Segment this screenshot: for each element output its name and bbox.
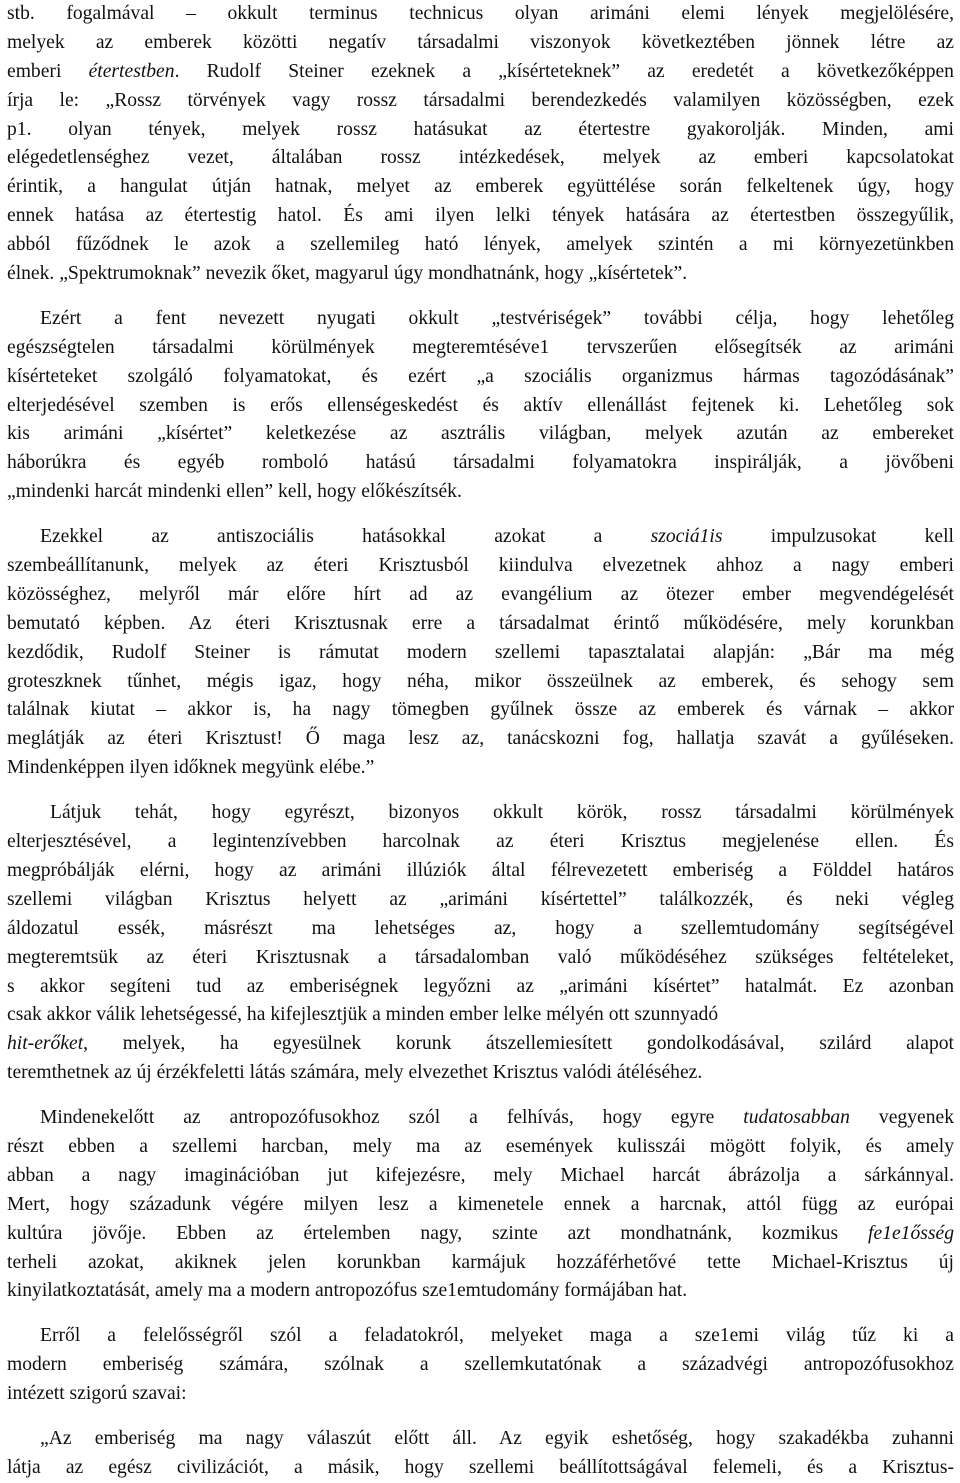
text-line: szellemi világban Krisztus helyett az „arimáni kísértettel” találkozzék, és neki végleg bbox=[7, 888, 954, 910]
text-line: Ezért a fent nevezett nyugati okkult „testvériségek” további célja, hogy lehetőleg bbox=[40, 307, 954, 329]
paragraph-gap bbox=[7, 1306, 954, 1322]
text-line: csak akkor válik lehetségessé, ha kifejlesztjük a minden ember lelke mélyén ott szunnyadó bbox=[7, 1004, 719, 1026]
text-line: p1. olyan tények, melyek rossz hatásukat az étertestre gyakorolják. Minden, ami bbox=[7, 118, 954, 140]
text-line bbox=[7, 1104, 954, 1133]
text-line: részt ebben a szellemi harcban, mely ma az események kulisszái mögött folyik, és amely bbox=[7, 1135, 954, 1157]
text-line: Mert, hogy századunk végére milyen lesz a kimenetele ennek a harcnak, attól függ az európai bbox=[7, 1193, 954, 1215]
text-line bbox=[7, 58, 954, 87]
text-line: kis arimáni „kísértet” keletkezése az asztrális világban, melyek azután az embereket bbox=[7, 423, 954, 445]
italic-text: tudatosabban bbox=[743, 1107, 850, 1129]
text-line: „Az emberiség ma nagy válaszút előtt áll. Az egyik eshetőség, hogy szakadékba zuhanni bbox=[40, 1427, 954, 1449]
text-line: ennek hatása az étertestig hatol. És ami ilyen lelki tények hatására az étertestben összegyűlik, bbox=[7, 205, 954, 227]
paragraph-gap bbox=[7, 507, 954, 523]
italic-text: hit-erőket bbox=[7, 1033, 84, 1055]
paragraph-2 bbox=[7, 305, 954, 507]
text-line: terheli azokat, akiknek jelen korunkban karmájuk hozzáférhetővé tette Michael-Krisztus új bbox=[7, 1251, 954, 1273]
text-line bbox=[7, 1030, 954, 1059]
text-line: elterjedésével szemben is erős ellenségeskedést és aktív ellenállást fejtenek ki. Lehetőleg sok bbox=[7, 394, 954, 416]
text-line: bemutató képben. Az éteri Krisztusnak erre a társadalmat érintő működésére, mely korunkban bbox=[7, 612, 954, 634]
text-line: kísérteteket szolgáló folyamatokat, és ezért „a szociális organizmus hármas tagozódásának” bbox=[7, 365, 954, 387]
text-line: kezdődik, Rudolf Steiner is rámutat modern szellemi tapasztalatai alapján: „Bár ma még bbox=[7, 641, 954, 663]
text-line: intézett szigorú szavai: bbox=[7, 1383, 187, 1405]
text-line: háborúkra és egyéb romboló hatású társadalmi folyamatokra inspirálják, a jövőbeni bbox=[7, 452, 954, 474]
text-line: látja az egész civilizációt, a másik, hogy szellemi beállítottságával felemeli, és a Krisztus- bbox=[7, 1456, 954, 1478]
paragraph-gap bbox=[7, 1409, 954, 1425]
text-line: írja le: „Rossz törvények vagy rossz társadalmi berendezkedés valamilyen közösségben, ezek bbox=[7, 89, 954, 111]
text-segment: emberi bbox=[7, 60, 89, 82]
text-line: áldozatul essék, másrészt ma lehetséges az, hogy a szellemtudomány segítségével bbox=[7, 917, 954, 939]
text-line: abból fűződnek le azok a szellemileg ható lények, amelyek szintén a mi környezetünkben bbox=[7, 234, 954, 256]
text-line: Erről a felelősségről szól a feladatokról, melyeket maga a sze1emi világ tűz ki a bbox=[40, 1325, 954, 1347]
text-line: s akkor segíteni tud az emberiségnek legyőzni az „arimáni kísértet” hatalmát. Ez azonban bbox=[7, 975, 954, 997]
text-line: teremthetnek az új érzékfeletti látás számára, mely elvezethet Krisztus valódi átéléséhez. bbox=[7, 1062, 703, 1084]
text-line: elterjesztésével, a legintenzívebben harcolnak az éteri Krisztus megjelenése ellen. És bbox=[7, 831, 954, 853]
text-segment: kultúra jövője. Ebben az értelemben nagy, szinte azt mondhatnánk, kozmikus bbox=[7, 1222, 869, 1244]
text-line: meglátják az éteri Krisztust! Ő maga lesz az, tanácskozni fog, hallatja szavát a gyűléseken. bbox=[7, 728, 954, 750]
paragraph-7 bbox=[7, 1425, 954, 1483]
paragraph-6 bbox=[7, 1322, 954, 1409]
paragraph-3 bbox=[7, 523, 954, 783]
text-line: közösséghez, melyről már előre hírt ad az evangélium az ötezer ember megvendégelését bbox=[7, 583, 954, 605]
paragraph-gap bbox=[7, 1088, 954, 1104]
text-line: megpróbálják elérni, hogy az arimáni illúziók által félrevezetett emberiség a Földdel határos bbox=[7, 859, 954, 881]
italic-text: étertestben bbox=[88, 60, 175, 82]
paragraph-gap bbox=[7, 289, 954, 305]
text-line: abban a nagy imaginációban jut kifejezésre, mely Michael harcát ábrázolja a sárkánnyal. bbox=[7, 1164, 954, 1186]
text-line: érintik, a hangulat útján hatnak, melyet az emberek együttélése során felkeltenek úgy, hogy bbox=[7, 176, 954, 198]
italic-text: fe1e1ősség bbox=[868, 1222, 954, 1244]
text-line: melyek az emberek közötti negatív társadalmi viszonyok következtében jönnek létre az bbox=[7, 31, 954, 53]
paragraph-4 bbox=[7, 799, 954, 1088]
text-line: szembeállítanunk, melyek az éteri Krisztusból kiindulva elvezetnek ahhoz a nagy emberi bbox=[7, 555, 954, 577]
text-line: találnak kiutat – akkor is, ha nagy tömegben gyűlnek össze az emberek és várnak – akkor bbox=[7, 699, 954, 721]
text-segment: impulzusokat kell bbox=[722, 526, 954, 548]
text-line: kinyilatkoztatását, amely ma a modern antropozófus sze1emtudomány formájában hat. bbox=[7, 1280, 688, 1302]
document-page bbox=[7, 0, 954, 1483]
text-segment: vegyenek bbox=[849, 1107, 954, 1129]
text-line: „mindenki harcát mindenki ellen” kell, hogy előkészítsék. bbox=[7, 481, 462, 503]
italic-text: szociá1is bbox=[650, 526, 723, 548]
paragraph-gap bbox=[7, 783, 954, 799]
text-line: groteszknek tűnhet, mégis igaz, hogy néha, mikor összeülnek az emberek, és sehogy sem bbox=[7, 670, 954, 692]
text-line: Mindenképpen ilyen időknek megyünk elébe.” bbox=[7, 757, 375, 779]
text-segment: Mindenekelőtt az antropozófusokhoz szól a felhívás, hogy egyre bbox=[40, 1107, 744, 1129]
paragraph-1 bbox=[7, 0, 954, 289]
text-segment: . Rudolf Steiner ezeknek a „kísérteteknek” az eredetét a következőképpen bbox=[174, 60, 954, 82]
text-line: egészségtelen társadalmi körülmények megteremtéséve1 tervszerűen elősegítsék az arimáni bbox=[7, 336, 954, 358]
text-line: elégedetlenséghez vezet, általában rossz intézkedések, melyek az emberi kapcsolatokat bbox=[7, 147, 954, 169]
text-segment: , melyek, ha egyesülnek korunk átszellemiesített gondolkodásával, szilárd alapot bbox=[83, 1033, 954, 1055]
text-line: megteremtsük az éteri Krisztusnak a társadalomban való működéséhez szükséges feltételeket, bbox=[7, 946, 954, 968]
text-segment: Ezekkel az antiszociális hatásokkal azokat a bbox=[40, 526, 651, 548]
text-line bbox=[7, 1220, 954, 1249]
text-line: stb. fogalmával – okkult terminus technicus olyan arimáni elemi lények megjelölésére, bbox=[7, 3, 954, 24]
text-line bbox=[7, 523, 954, 552]
text-line: Látjuk tehát, hogy egyrészt, bizonyos okkult körök, rossz társadalmi körülmények bbox=[50, 802, 954, 824]
text-line: modern emberiség számára, szólnak a szellemkutatónak a századvégi antropozófusokhoz bbox=[7, 1354, 954, 1376]
text-line: élnek. „Spektrumoknak” nevezik őket, magyarul úgy mondhatnánk, hogy „kísértetek”. bbox=[7, 263, 688, 285]
paragraph-5 bbox=[7, 1104, 954, 1306]
